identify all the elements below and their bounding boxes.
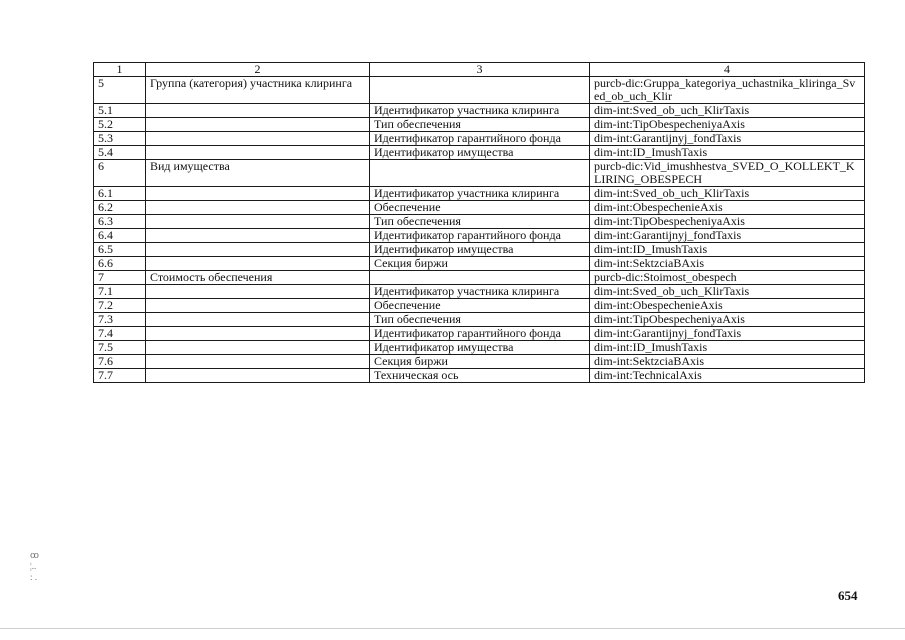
row-code: dim-int:Garantijnyj_fondTaxis	[590, 327, 865, 341]
row-number: 5	[94, 77, 146, 104]
row-name	[146, 201, 370, 215]
row-axis: Тип обеспечения	[370, 118, 590, 132]
table-row	[94, 285, 865, 299]
row-code: purcb-dic:Stoimost_obespech	[590, 271, 865, 285]
row-number: 6.4	[94, 229, 146, 243]
row-name	[146, 355, 370, 369]
column-header-2: 2	[146, 63, 370, 77]
table-row	[94, 313, 865, 327]
row-code: dim-int:TechnicalAxis	[590, 369, 865, 383]
margin-mark: ¦..	[30, 561, 37, 571]
row-axis: Идентификатор имущества	[370, 146, 590, 160]
table-row	[94, 257, 865, 271]
row-name	[146, 118, 370, 132]
table-row	[94, 271, 865, 285]
table-row	[94, 369, 865, 383]
row-number: 6.2	[94, 201, 146, 215]
row-name	[146, 327, 370, 341]
row-number: 5.3	[94, 132, 146, 146]
row-name	[146, 132, 370, 146]
row-number: 5.1	[94, 104, 146, 118]
column-header-3: 3	[370, 63, 590, 77]
margin-mark: ꝏ	[30, 550, 39, 560]
row-number: 6.6	[94, 257, 146, 271]
row-code: dim-int:ID_ImushTaxis	[590, 243, 865, 257]
row-axis	[370, 160, 590, 187]
row-axis: Идентификатор имущества	[370, 341, 590, 355]
row-code: dim-int:SektzciaBAxis	[590, 355, 865, 369]
table-row	[94, 201, 865, 215]
table-row	[94, 229, 865, 243]
row-axis: Секция биржи	[370, 257, 590, 271]
row-name	[146, 229, 370, 243]
row-code: dim-int:ObespechenieAxis	[590, 201, 865, 215]
row-axis: Идентификатор участника клиринга	[370, 285, 590, 299]
row-axis: Тип обеспечения	[370, 215, 590, 229]
column-header-4: 4	[590, 63, 865, 77]
margin-marks	[30, 550, 39, 583]
row-name	[146, 257, 370, 271]
row-number: 7.4	[94, 327, 146, 341]
row-number: 6.1	[94, 187, 146, 201]
table-row	[94, 104, 865, 118]
row-number: 7.1	[94, 285, 146, 299]
row-name: Вид имущества	[146, 160, 370, 187]
row-axis: Техническая ось	[370, 369, 590, 383]
row-name	[146, 146, 370, 160]
table-header-row	[94, 63, 865, 77]
row-code: dim-int:ObespechenieAxis	[590, 299, 865, 313]
row-number: 7.5	[94, 341, 146, 355]
row-code: dim-int:ID_ImushTaxis	[590, 341, 865, 355]
row-number: 7.7	[94, 369, 146, 383]
row-number: 7.2	[94, 299, 146, 313]
page-number: 654	[838, 588, 858, 603]
row-code: dim-int:Sved_ob_uch_KlirTaxis	[590, 187, 865, 201]
row-code: dim-int:SektzciaBAxis	[590, 257, 865, 271]
table-row	[94, 160, 865, 187]
table-row	[94, 77, 865, 104]
table-row	[94, 327, 865, 341]
table-row	[94, 146, 865, 160]
row-name	[146, 243, 370, 257]
row-axis: Идентификатор участника клиринга	[370, 187, 590, 201]
row-code: purcb-dic:Vid_imushhestva_SVED_O_KOLLEKT_KLIRING_OBESPECH	[590, 160, 865, 187]
bottom-rule	[0, 628, 905, 629]
row-number: 7.3	[94, 313, 146, 327]
row-axis: Тип обеспечения	[370, 313, 590, 327]
row-code: dim-int:Sved_ob_uch_KlirTaxis	[590, 104, 865, 118]
row-name	[146, 369, 370, 383]
row-axis: Идентификатор гарантийного фонда	[370, 132, 590, 146]
row-name	[146, 104, 370, 118]
row-code: dim-int:TipObespecheniyaAxis	[590, 215, 865, 229]
row-axis	[370, 271, 590, 285]
table-row	[94, 132, 865, 146]
row-number: 6.3	[94, 215, 146, 229]
row-name: Стоимость обеспечения	[146, 271, 370, 285]
row-number: 7	[94, 271, 146, 285]
row-name	[146, 215, 370, 229]
data-table	[93, 62, 865, 383]
row-number: 6.5	[94, 243, 146, 257]
table-row	[94, 355, 865, 369]
row-axis	[370, 77, 590, 104]
row-code: dim-int:ID_ImushTaxis	[590, 146, 865, 160]
row-axis: Обеспечение	[370, 299, 590, 313]
row-code: dim-int:Garantijnyj_fondTaxis	[590, 229, 865, 243]
row-number: 5.2	[94, 118, 146, 132]
column-header-1: 1	[94, 63, 146, 77]
table-row	[94, 341, 865, 355]
row-axis: Обеспечение	[370, 201, 590, 215]
row-name	[146, 341, 370, 355]
table-row	[94, 243, 865, 257]
row-number: 6	[94, 160, 146, 187]
table-row	[94, 215, 865, 229]
row-axis: Идентификатор гарантийного фонда	[370, 327, 590, 341]
row-code: dim-int:Garantijnyj_fondTaxis	[590, 132, 865, 146]
row-name	[146, 187, 370, 201]
table-row	[94, 118, 865, 132]
row-code: dim-int:TipObespecheniyaAxis	[590, 313, 865, 327]
table-row	[94, 299, 865, 313]
row-axis: Идентификатор гарантийного фонда	[370, 229, 590, 243]
row-axis: Идентификатор имущества	[370, 243, 590, 257]
row-name	[146, 313, 370, 327]
row-number: 5.4	[94, 146, 146, 160]
row-code: dim-int:TipObespecheniyaAxis	[590, 118, 865, 132]
row-code: purcb-dic:Gruppa_kategoriya_uchastnika_kliringa_Sved_ob_uch_Klir	[590, 77, 865, 104]
row-name: Группа (категория) участника клиринга	[146, 77, 370, 104]
row-name	[146, 299, 370, 313]
row-code: dim-int:Sved_ob_uch_KlirTaxis	[590, 285, 865, 299]
row-name	[146, 285, 370, 299]
row-number: 7.6	[94, 355, 146, 369]
row-axis: Секция биржи	[370, 355, 590, 369]
margin-mark: : .	[30, 572, 38, 582]
table-row	[94, 187, 865, 201]
row-axis: Идентификатор участника клиринга	[370, 104, 590, 118]
